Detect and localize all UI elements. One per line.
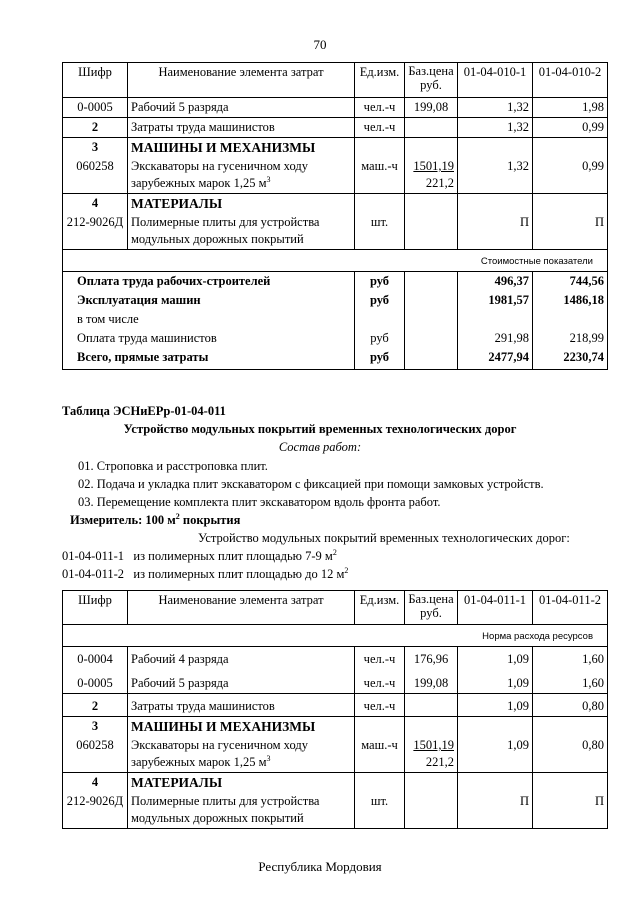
cost-row — [63, 329, 608, 348]
item-code: 01-04-011-2 — [62, 567, 125, 581]
table-row — [63, 792, 608, 829]
item-line: 01-04-011-2 из полимерных плит площадью до 12 $м^2$ — [62, 565, 349, 581]
cost-header: Стоимостные показатели — [63, 250, 608, 272]
section-title: МАШИНЫ И МЕХАНИЗМЫ — [128, 717, 355, 737]
cost-label: Эксплуатация машин — [63, 291, 355, 310]
header-name: Наименование элемента затрат — [128, 591, 355, 625]
resource-table-2 — [62, 590, 608, 829]
page-number: 70 — [313, 37, 327, 52]
cost-label: Оплата труда машинистов — [63, 329, 355, 348]
row-code: 0-0005 — [63, 98, 128, 118]
table-row — [63, 194, 608, 214]
section-title: МАТЕРИАЛЫ — [128, 194, 355, 214]
row-value-2: 0,80 — [533, 694, 608, 717]
row-code: 212-9026Д — [63, 213, 128, 250]
row-unit: маш.-ч — [355, 736, 405, 773]
table-row — [63, 773, 608, 793]
section-title: Устройство модульных покрытий временных технологических дорог — [123, 422, 517, 436]
cost-value-1: 291,98 — [458, 329, 533, 348]
row-value-2: 1,98 — [533, 98, 608, 118]
section-code: 3 — [63, 717, 128, 737]
header-code: Шифр — [63, 591, 128, 625]
header-col1: 01-04-010-1 — [458, 63, 533, 98]
row-name: Полимерные плиты для устройства модульных дорожных покрытий — [128, 213, 355, 250]
row-unit: чел.-ч — [355, 669, 405, 694]
table-row — [63, 213, 608, 250]
cost-unit: руб — [355, 348, 405, 370]
row-value-1: 1,32 — [458, 157, 533, 194]
row-value-1: 1,09 — [458, 669, 533, 694]
cost-value-2: 744,56 — [533, 272, 608, 292]
cost-value-1: 1981,57 — [458, 291, 533, 310]
table-row — [63, 647, 608, 670]
cost-label: в том числе — [63, 310, 355, 329]
row-price: 199,08 — [405, 669, 458, 694]
table-row — [63, 98, 608, 118]
works-title: Состав работ: — [278, 440, 362, 454]
row-value-1: 1,09 — [458, 647, 533, 670]
footer-region: Республика Мордовия — [258, 859, 382, 874]
header-col2: 01-04-010-2 — [533, 63, 608, 98]
row-price: 1501,19 221,2 — [405, 157, 458, 194]
row-value-1: П — [458, 792, 533, 829]
cost-label: Всего, прямые затраты — [63, 348, 355, 370]
row-value-2: 0,99 — [533, 157, 608, 194]
row-code: 060258 — [63, 736, 128, 773]
row-value-2: П — [533, 213, 608, 250]
cost-row — [63, 310, 608, 329]
header-price: Баз.цена руб. — [405, 591, 458, 625]
table-row — [63, 717, 608, 737]
row-name: Полимерные плиты для устройства модульных дорожных покрытий — [128, 792, 355, 829]
row-value-2: 1,60 — [533, 669, 608, 694]
row-name: Экскаваторы на гусеничном ходу зарубежных марок 1,25 $м^3$ — [128, 157, 355, 194]
cost-unit: руб — [355, 291, 405, 310]
cost-row — [63, 291, 608, 310]
table-header-row — [63, 63, 608, 98]
cost-header-row — [63, 250, 608, 272]
row-price — [405, 118, 458, 138]
header-code: Шифр — [63, 63, 128, 98]
row-value-2: 0,80 — [533, 736, 608, 773]
row-name: Рабочий 5 разряда — [128, 669, 355, 694]
cost-label: Оплата труда рабочих-строителей — [63, 272, 355, 292]
row-value-1: 1,09 — [458, 736, 533, 773]
cost-value-1: 496,37 — [458, 272, 533, 292]
section-title: МАТЕРИАЛЫ — [128, 773, 355, 793]
row-unit: шт. — [355, 213, 405, 250]
row-unit: чел.-ч — [355, 694, 405, 717]
table-row — [63, 694, 608, 717]
section-code: 4 — [63, 773, 128, 793]
header-price: Баз.цена руб. — [405, 63, 458, 98]
row-unit: чел.-ч — [355, 118, 405, 138]
norm-header-row — [63, 625, 608, 647]
row-value-2: 1,60 — [533, 647, 608, 670]
table-row — [63, 138, 608, 158]
row-value-1: П — [458, 213, 533, 250]
row-price — [405, 694, 458, 717]
cost-value-2: 2230,74 — [533, 348, 608, 370]
row-value-1: 1,09 — [458, 694, 533, 717]
row-price: 1501,19 221,2 — [405, 736, 458, 773]
row-name: Экскаваторы на гусеничном ходу зарубежных марок 1,25 $м^3$ — [128, 736, 355, 773]
row-code: 2 — [63, 118, 128, 138]
row-unit: чел.-ч — [355, 98, 405, 118]
row-price — [405, 792, 458, 829]
row-price: 199,08 — [405, 98, 458, 118]
row-unit: шт. — [355, 792, 405, 829]
cost-value-2: 218,99 — [533, 329, 608, 348]
row-code: 0-0004 — [63, 647, 128, 670]
cost-row — [63, 272, 608, 292]
row-name: Рабочий 5 разряда — [128, 98, 355, 118]
table-row — [63, 118, 608, 138]
row-unit: маш.-ч — [355, 157, 405, 194]
section-code: 3 — [63, 138, 128, 158]
norm-header: Норма расхода ресурсов — [63, 625, 608, 647]
table-header-row — [63, 591, 608, 625]
work-item: 02. Подача и укладка плит экскаватором с фиксацией при помощи замковых устройств. — [78, 477, 544, 491]
item-line: 01-04-011-1 из полимерных плит площадью 7-9 $м^2$ — [62, 547, 337, 563]
row-code: 0-0005 — [63, 669, 128, 694]
header-col1: 01-04-011-1 — [458, 591, 533, 625]
section-title: МАШИНЫ И МЕХАНИЗМЫ — [128, 138, 355, 158]
item-text: из полимерных плит площадью 7-9 м — [133, 549, 333, 563]
row-value-1: 1,32 — [458, 118, 533, 138]
cost-unit: руб — [355, 329, 405, 348]
row-name: Затраты труда машинистов — [128, 694, 355, 717]
table-label: Таблица ЭСНиЕРр-01-04-011 — [62, 404, 226, 418]
section-code: 4 — [63, 194, 128, 214]
item-code: 01-04-011-1 — [62, 549, 125, 563]
row-value-2: П — [533, 792, 608, 829]
resource-table-1 — [62, 62, 608, 370]
cost-value-2: 1486,18 — [533, 291, 608, 310]
row-value-1: 1,32 — [458, 98, 533, 118]
cost-unit: руб — [355, 272, 405, 292]
cost-row — [63, 348, 608, 370]
row-name: Рабочий 4 разряда — [128, 647, 355, 670]
table-row — [63, 669, 608, 694]
cost-value-1: 2477,94 — [458, 348, 533, 370]
row-price — [405, 213, 458, 250]
intro-text: Устройство модульных покрытий временных технологических дорог: — [198, 531, 570, 545]
row-unit: чел.-ч — [355, 647, 405, 670]
header-name: Наименование элемента затрат — [128, 63, 355, 98]
meter-label: Измеритель: 100 $м^2$ покрытия — [70, 511, 241, 527]
row-price: 176,96 — [405, 647, 458, 670]
row-code: 060258 — [63, 157, 128, 194]
work-item: 01. Строповка и расстроповка плит. — [78, 459, 268, 473]
row-code: 212-9026Д — [63, 792, 128, 829]
row-code: 2 — [63, 694, 128, 717]
table-row — [63, 157, 608, 194]
header-col2: 01-04-011-2 — [533, 591, 608, 625]
work-item: 03. Перемещение комплекта плит экскаватором вдоль фронта работ. — [78, 495, 441, 509]
header-unit: Ед.изм. — [355, 63, 405, 98]
row-value-2: 0,99 — [533, 118, 608, 138]
header-unit: Ед.изм. — [355, 591, 405, 625]
table-row — [63, 736, 608, 773]
row-name: Затраты труда машинистов — [128, 118, 355, 138]
item-text: из полимерных плит площадью до 12 м — [133, 567, 345, 581]
